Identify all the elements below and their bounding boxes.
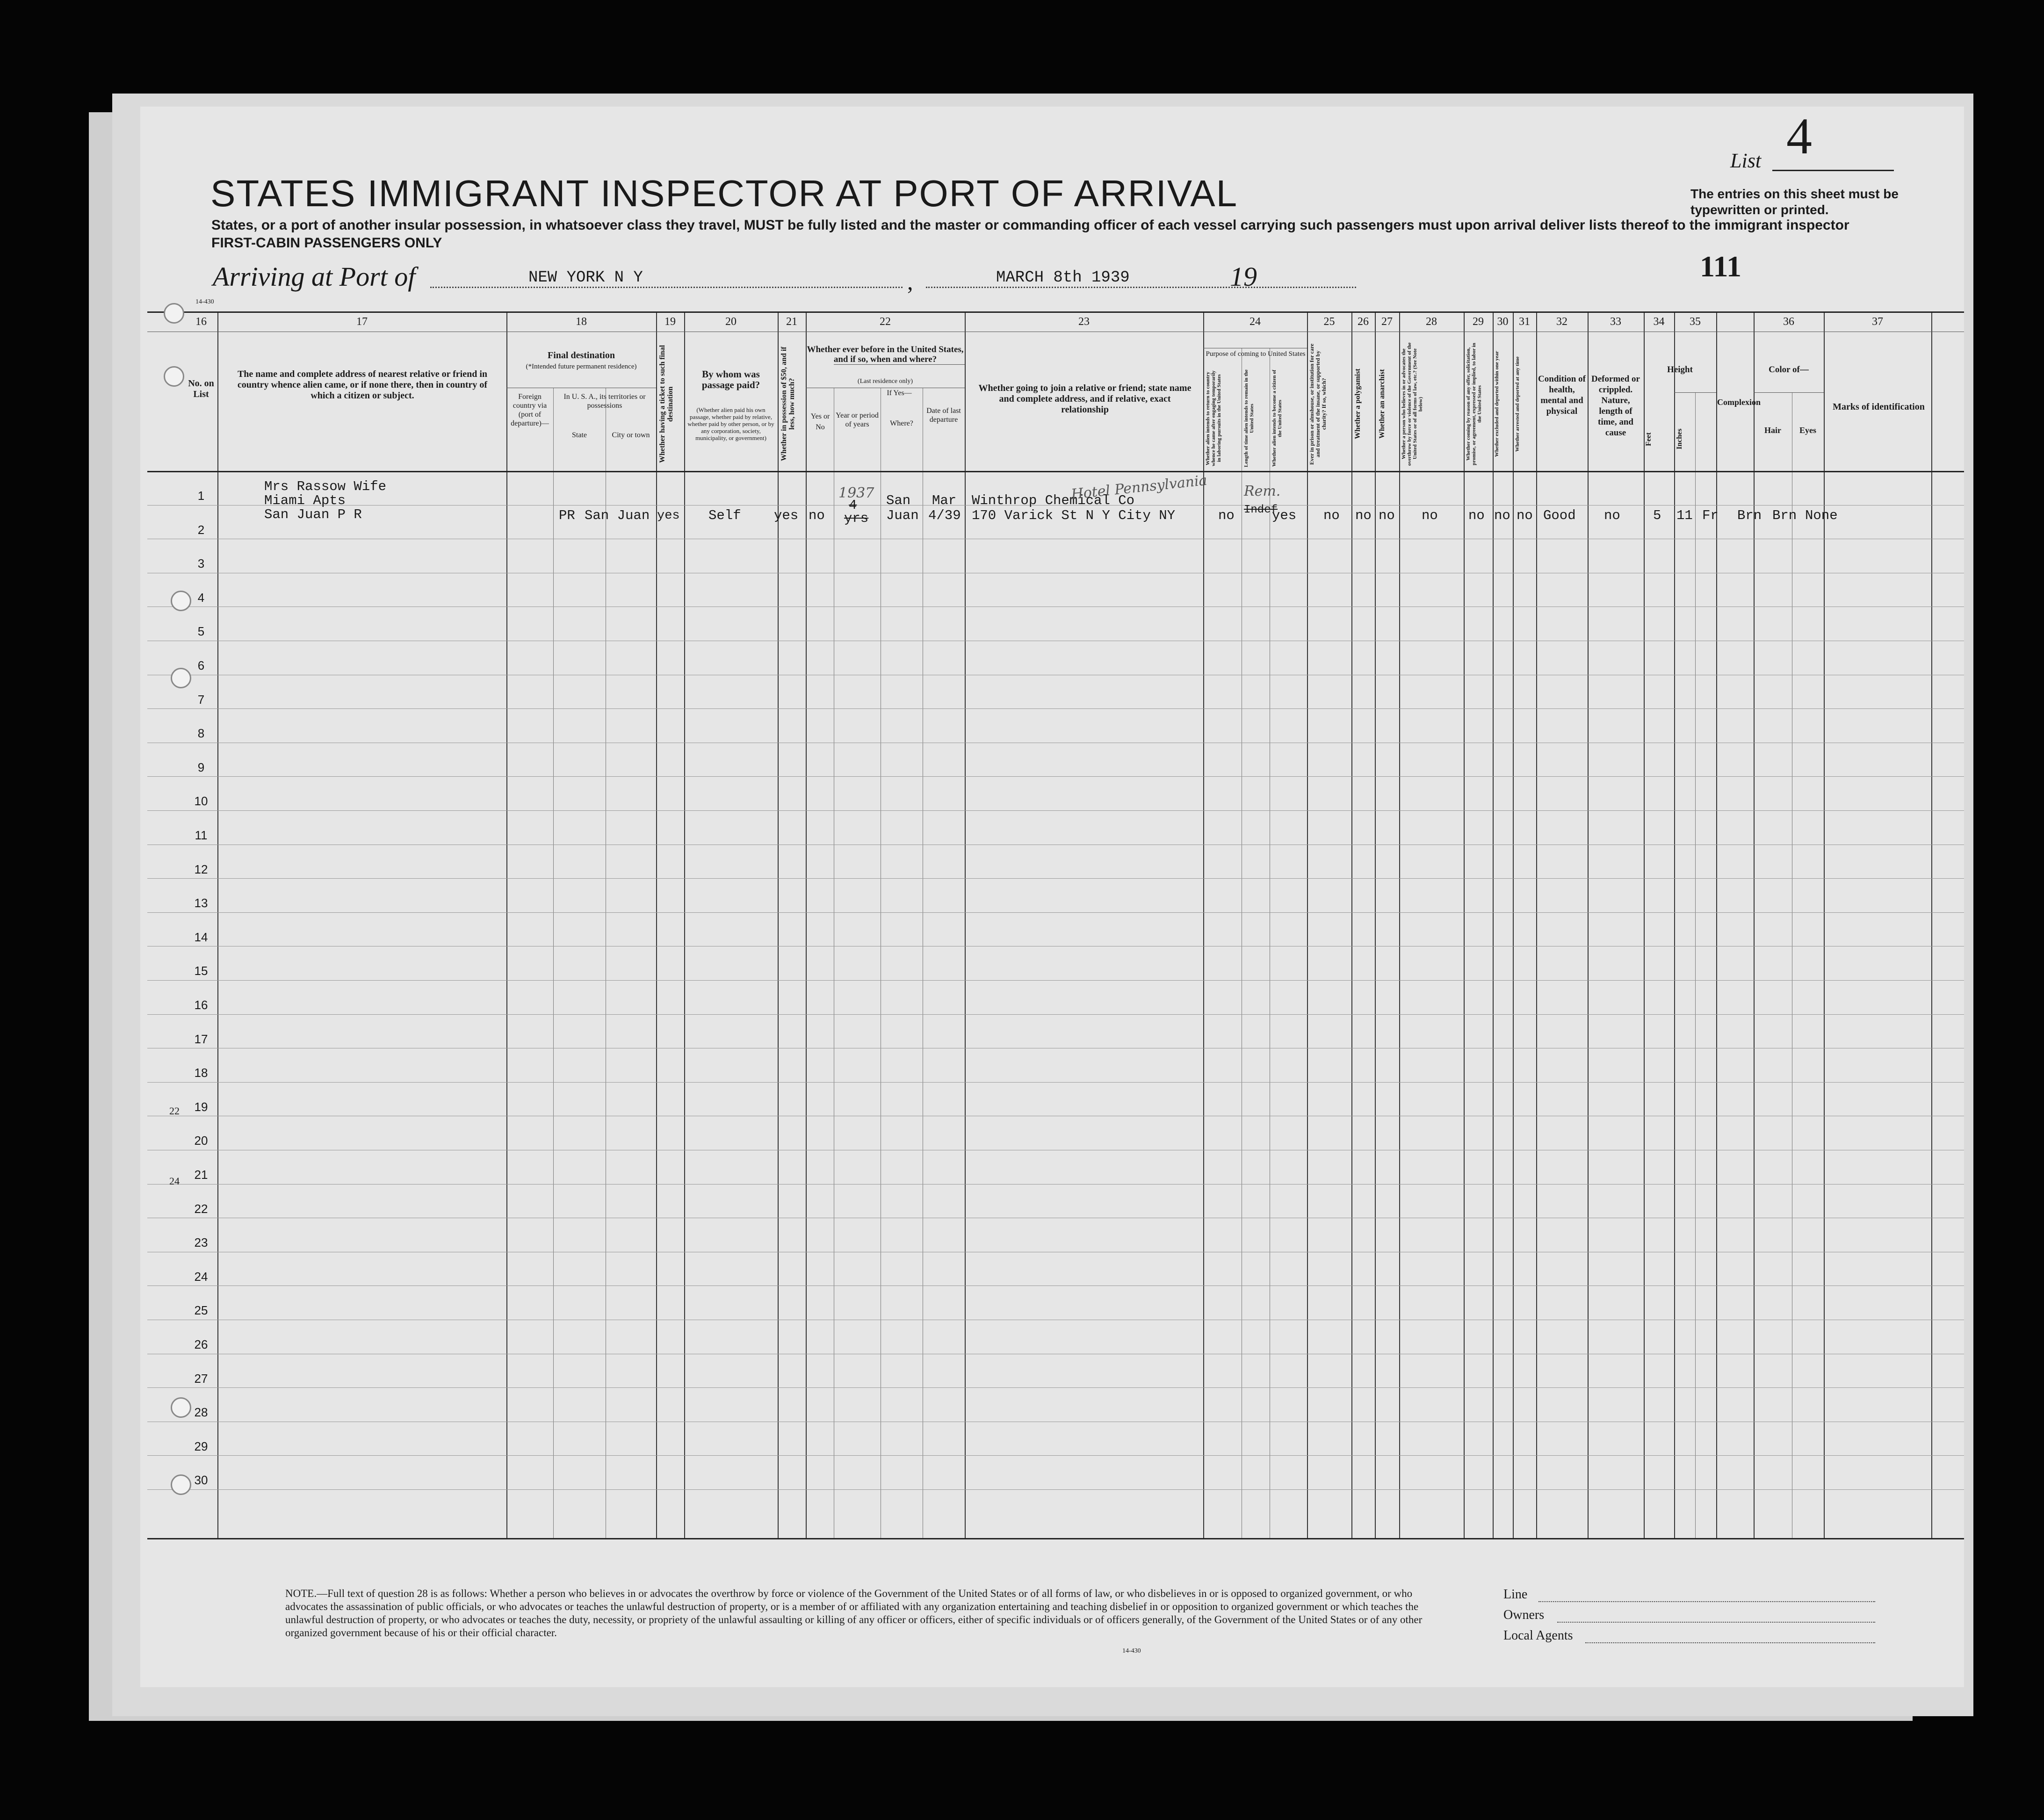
header-city: City or town [612,431,650,439]
footer-form-code: 14-430 [1122,1647,1141,1654]
row-number: 4 [197,590,205,605]
arriving-label: Arriving at Port of [213,261,416,292]
header-purpose-citizen: Whether alien intends to become a citizen of the United States [1271,369,1283,467]
row-line [147,878,1964,879]
purpose-length-handwritten: Rem. [1244,483,1281,499]
header-overthrow: Whether a person who believes in or advocates the overthrow by force or violence of the Government of the United States or of all forms of law, etc.? (See Note below) [1401,342,1423,466]
header-nearest-relative: The name and complete address of nearest relative or friend in country whence alien came, or if none there, then in country of which a citizen or subject. [237,369,488,401]
header-deformed: Deformed or crippled. Nature, length of time, and cause [1591,374,1640,438]
col-num-17: 17 [356,316,368,328]
col-num-36: 36 [1783,316,1794,328]
header-color-of: Color of— [1769,365,1809,375]
row-number: 23 [194,1235,208,1250]
col-num-27: 27 [1381,316,1393,328]
row-line [147,1014,1964,1015]
header-joining: Whether going to join a relative or friend; state name and complete address, and if relative, exact relationship [978,383,1192,415]
header-arrested: Whether arrested and deported at any time [1515,356,1520,452]
header-complexion: Complexion [1717,397,1761,407]
col-num-31: 31 [1519,316,1530,328]
relative-line-1: Mrs Rassow Wife [264,479,387,494]
row-number: 25 [194,1303,208,1318]
binder-hole [171,1397,191,1418]
header-excluded: Whether excluded and deported within one year [1494,351,1500,457]
row-number: 1 [197,489,205,503]
header-last-residence: (Last residence only) [857,378,913,385]
manifest-table [147,311,1964,1539]
purpose-citizen-value: yes [1272,508,1297,523]
row-number: 26 [194,1337,208,1351]
polygamist-value: no [1355,508,1372,523]
col-num-16: 16 [195,316,207,328]
row-number: 19 [194,1099,208,1114]
form-subtitle: States, or a port of another insular possession, in whatsoever class they travel, MUST be fully listed and the master or commanding officer of each vessel carrying such passengers must upon arrival deliver lists thereof to the immigrant inspector [211,217,1849,233]
header-marks: Marks of identification [1833,402,1925,412]
header-if-yes: If Yes— [887,389,912,397]
header-polygamist: Whether a polygamist [1354,368,1362,440]
state-value: PR [559,508,575,523]
header-has-50: Whether in possession of $50, and if less, how much? [780,347,796,462]
row-number: 20 [194,1134,208,1148]
row-line [147,1387,1964,1388]
row-number: 16 [194,998,208,1012]
footer-owners-label: Owners [1503,1608,1545,1622]
header-passage-paid: By whom was passage paid? [701,368,760,390]
eyes-value: Brn [1772,508,1797,523]
date-line [926,287,1356,288]
binder-hole [164,366,184,387]
feet-value: 5 [1653,508,1661,523]
row-line [147,1455,1964,1456]
before-year-handwritten: 1937 [838,485,874,501]
header-final-destination: Final destination [548,350,615,361]
row-line [147,1082,1964,1083]
list-number: 4 [1786,108,1812,165]
before-year-struck: 4 [849,498,857,513]
margin-mark-22: 22 [169,1105,180,1117]
col-num-24: 24 [1250,316,1261,328]
footer-line-blank [1538,1601,1875,1602]
row-line [147,912,1964,913]
row-number: 12 [194,862,208,876]
col-num-25: 25 [1323,316,1335,328]
row-number: 28 [194,1405,208,1420]
binder-hole [171,591,191,611]
arrested-value: no [1517,508,1533,523]
row-line [147,810,1964,811]
before-where-1: San [886,493,911,508]
header-year: Year or period of years [836,412,879,428]
col-num-33: 33 [1610,316,1621,328]
row-number: 5 [197,624,205,639]
row-number: 21 [194,1168,208,1182]
col-num-29: 29 [1473,316,1484,328]
sheet-mark: 111 [1700,250,1741,283]
row-number: 9 [197,760,205,774]
col-num-37: 37 [1872,316,1883,328]
ticket-value: yes [657,509,680,523]
list-label: List [1730,149,1762,172]
inches-value: 11 [1676,508,1693,523]
row-number: 30 [194,1473,208,1488]
binder-hole [171,668,191,688]
col-num-28: 28 [1426,316,1437,328]
list-underline [1772,170,1894,171]
row-number: 10 [194,794,208,809]
footer-agents-label: Local Agents [1503,1628,1573,1643]
before-where-2: Juan [886,508,919,523]
binder-hole [164,303,184,324]
port-value: NEW YORK N Y [528,269,643,287]
header-yes-no: Yes or No [810,412,830,431]
offer-value: no [1468,508,1485,523]
footer-line-label: Line [1503,1587,1528,1602]
col-num-20: 20 [725,316,737,328]
year-prefix: 19 [1230,261,1257,292]
joining-line-2: 170 Varick St N Y City NY [972,508,1176,523]
col-num-32: 32 [1556,316,1567,328]
row-number: 13 [194,896,208,910]
col-num-21: 21 [786,316,797,328]
col-num-19: 19 [664,316,676,328]
purpose-return-value: no [1218,508,1235,523]
purpose-length-struck: Indef [1244,504,1278,516]
row-number: 7 [197,692,205,707]
relative-line-2: Miami Apts [264,493,346,508]
col-num-23: 23 [1078,316,1090,328]
prison-value: no [1323,508,1340,523]
marks-value: None [1805,508,1838,523]
hair-value: Brn [1737,508,1762,523]
row-line [147,1489,1964,1490]
row-number: 22 [194,1201,208,1216]
before-date-2: 4/39 [928,508,961,523]
row-number: 17 [194,1032,208,1046]
header-before-us: Whether ever before in the United States, and if so, when and where? [807,345,964,364]
header-no-on-list: No. on List [188,378,214,399]
header-state: State [572,431,587,439]
entries-note: The entries on this sheet must be typewritten or printed. [1690,187,1899,217]
excluded-value: no [1494,508,1510,523]
before-yesno-value: no [809,508,825,523]
row-number: 11 [195,828,208,842]
header-feet: Feet [1645,432,1653,446]
header-in-usa: In U. S. A., its territories or possessions [563,393,646,410]
health-value: Good [1543,508,1576,523]
binder-hole [171,1474,191,1495]
header-offer: Whether coming by reason of any offer, solicitation, promise, or agreement, expressed or implied, to labor in the United States [1466,343,1482,465]
deformed-value: no [1604,508,1620,523]
header-ticket: Whether having a ticket to such final destination [658,345,674,463]
col-num-30: 30 [1497,316,1509,328]
row-line [147,980,1964,981]
overthrow-value: no [1422,508,1438,523]
footer-agents-blank [1585,1642,1875,1643]
complexion-value: Fr [1702,508,1719,523]
header-height: Height [1667,365,1693,375]
row-number: 6 [197,658,205,672]
row-line [147,708,1964,709]
row-number: 29 [194,1439,208,1453]
row-number: 14 [194,930,208,944]
header-purpose: Purpose of coming to United States [1206,350,1306,358]
header-where: Where? [890,419,913,427]
col-num-35: 35 [1690,316,1701,328]
header-foreign-country: Foreign country via (port of departure)— [511,393,549,427]
joining-handwritten: Hotel Pennsylvania [1070,472,1208,503]
footer-owners-blank [1557,1622,1875,1623]
row-number: 24 [194,1269,208,1284]
before-year-unit: yrs [844,511,869,526]
date-value: MARCH 8th 1939 [996,269,1130,287]
header-purpose-length: Length of time alien intends to remain in the United States [1243,369,1255,467]
port-line [430,287,903,288]
paid-by-value: Self [708,508,741,523]
header-date-departure: Date of last departure [926,407,961,424]
header-hair: Hair [1764,426,1781,435]
question-28-note: NOTE.—Full text of question 28 is as follows: Whether a person who believes in or advocates the overthrow by force or violence of the Government of the United States or of all forms of law, or who disbelieves in or is opposed to organized government, or who advocates the assassination of public officials, or who advocates or teaches the unlawful destruction of property, or is a member of or affiliated with any organization entertaining and teaching disbelief in or opposition to organized government or which teaches the unlawful destruction of property, or who advocates or teaches the duty, necessity, or propriety of the unlawful assaulting or killing of any officer or officers, either of specific individuals or of officers generally, of the Government of the United States or of any other organized government because of his or their official character. [285,1588,1423,1639]
form-title: STATES IMMIGRANT INSPECTOR AT PORT OF ARRIVAL [210,173,1238,214]
anarchist-value: no [1379,508,1395,523]
header-prison: Ever in prison or almshouse, or institution for care and treatment of the insane, or supported by charity? If so, which? [1308,343,1327,465]
col-num-18: 18 [576,316,587,328]
relative-line-3: San Juan P R [264,507,362,522]
header-final-destination-note: (*Intended future permanent residence) [526,363,637,370]
header-anarchist: Whether an anarchist [1378,369,1386,439]
row-number: 3 [197,556,205,571]
cabin-class: FIRST-CABIN PASSENGERS ONLY [211,235,442,251]
row-number: 27 [194,1371,208,1386]
has-50-value: yes [774,508,799,523]
row-number: 15 [194,964,208,978]
col-num-22: 22 [880,316,891,328]
manifest-sheet: STATES IMMIGRANT INSPECTOR AT PORT OF ARRIVAL States, or a port of another insular possession, in whatsoever class they travel, MUST be fully listed and the master or commanding officer of each vessel carrying such passengers must upon arrival deliver lists thereof to the immigrant inspector FIRST-CABIN PASSENGERS ONLY List 4 The entries on this sheet must be typewritten or printed. Arriving at Port of NEW YORK N Y , MARCH 8th 1939 19 111 14-430 16 17 18 19 20 21 22 23 24 25 26 27 28 29 30 31 32 33 34 35 36 37 No. on List The name and complete address of nearest relative or friend in country whence alien came, or if none there, then in country of which a citizen or subject. Final destination (*Intended future permanent residence) Foreign country via (port of departure)— In U. S. A., its territories or possessions State City or town Whether having a ticket to such final destination By whom was passage paid? (Whether alien paid his own passage, whether paid by relative, whether paid by other person, or by any corporation, society, municipality, or government) Whether in possession of $50, and if less, how much? Whether ever before in the United States, and if so, when and where? (Last residence only) Yes or No If Yes— Year or period of years Where? Date of last departure Whether going to join a relative or friend; state name and complete address, and if relative, exact relationship Purpose of coming to United States Whether alien intends to return to country whence he came after engaging temporarily in laboring pursuits in the United States Length of time alien intends to remain in the United States Whether alien intends to become a citizen of the United States Ever in prison or almshouse, or institution for care and treatment of the insane, or supported by charity? If so, which? Whether a polygamist Whether an anarchist Whether a person who believes in or advocates the overthrow by force or violence of the Government of the United States or of all forms of law, etc.? (See Note below) Whether coming by reason of any offer, solicitation, promise, or agreement, expressed or implied, to labor in the United States Whether excluded and deported within one year Whether arrested and deported at any time Condition of health, mental and physical Deformed or crippled. Nature, length of time, and cause Height Feet Inches Complexion Color of— Hair Eyes Marks of identification 1 2 3 4 5 6 7 8 9 10 11 12 13 14 15 16 17 18 19 20 21 22 23 24 25 26 27 28 29 30 Mrs Rassow Wife Miami Apts San Juan P R PR San Juan yes Self yes no 1937 4 yrs San Juan Mar 4/39 Winthrop Chemical Co 170 Varick St N Y City NY Hotel Pennsylvania no Rem. Indef yes no no no no no no no Good no 5 11 Fr Brn Brn None 22 24 NOTE.—Full text of question 28 is as follows: Whether a person who believes in or advocates the overthrow by force or violence of the Government of the United States or of all forms of law, or who disbelieves in or is opposed to organized government, or who advocates the assassination of public officials, or who advocates or teaches the unlawful destruction of property, or is a member of or affiliated with any organization entertaining and teaching disbelief in or opposition to organized government or which teaches the unlawful destruction of property, or who advocates or teaches the duty, necessity, or propriety of the unlawful assaulting or killing of any officer or officers, either of specific individuals or of officers generally, of the Government of the United States or of any other organized government because of his or their official character. 14-430 Line Owners Local Agents [140,107,1964,1687]
form-code: 14-430 [195,298,214,305]
header-passage-note: (Whether alien paid his own passage, whether paid by relative, whether paid by other person, or by any corporation, society, municipality, or government) [687,406,774,441]
city-value: San Juan [585,508,650,523]
row-number: 2 [197,522,205,537]
header-eyes: Eyes [1799,426,1816,435]
row-line [147,776,1964,777]
row-number: 8 [197,726,205,741]
header-inches: Inches [1676,428,1683,450]
joining-line-1: Winthrop Chemical Co [972,493,1135,508]
header-health: Condition of health, mental and physical [1538,374,1586,416]
before-date-1: Mar [932,493,957,508]
row-number: 18 [194,1066,208,1080]
col-num-34: 34 [1653,316,1665,328]
header-purpose-return: Whether alien intends to return to country whence he came after engaging temporarily in laboring pursuits in the United States [1205,370,1222,466]
col-num-26: 26 [1358,316,1369,328]
margin-mark-24: 24 [169,1175,180,1187]
